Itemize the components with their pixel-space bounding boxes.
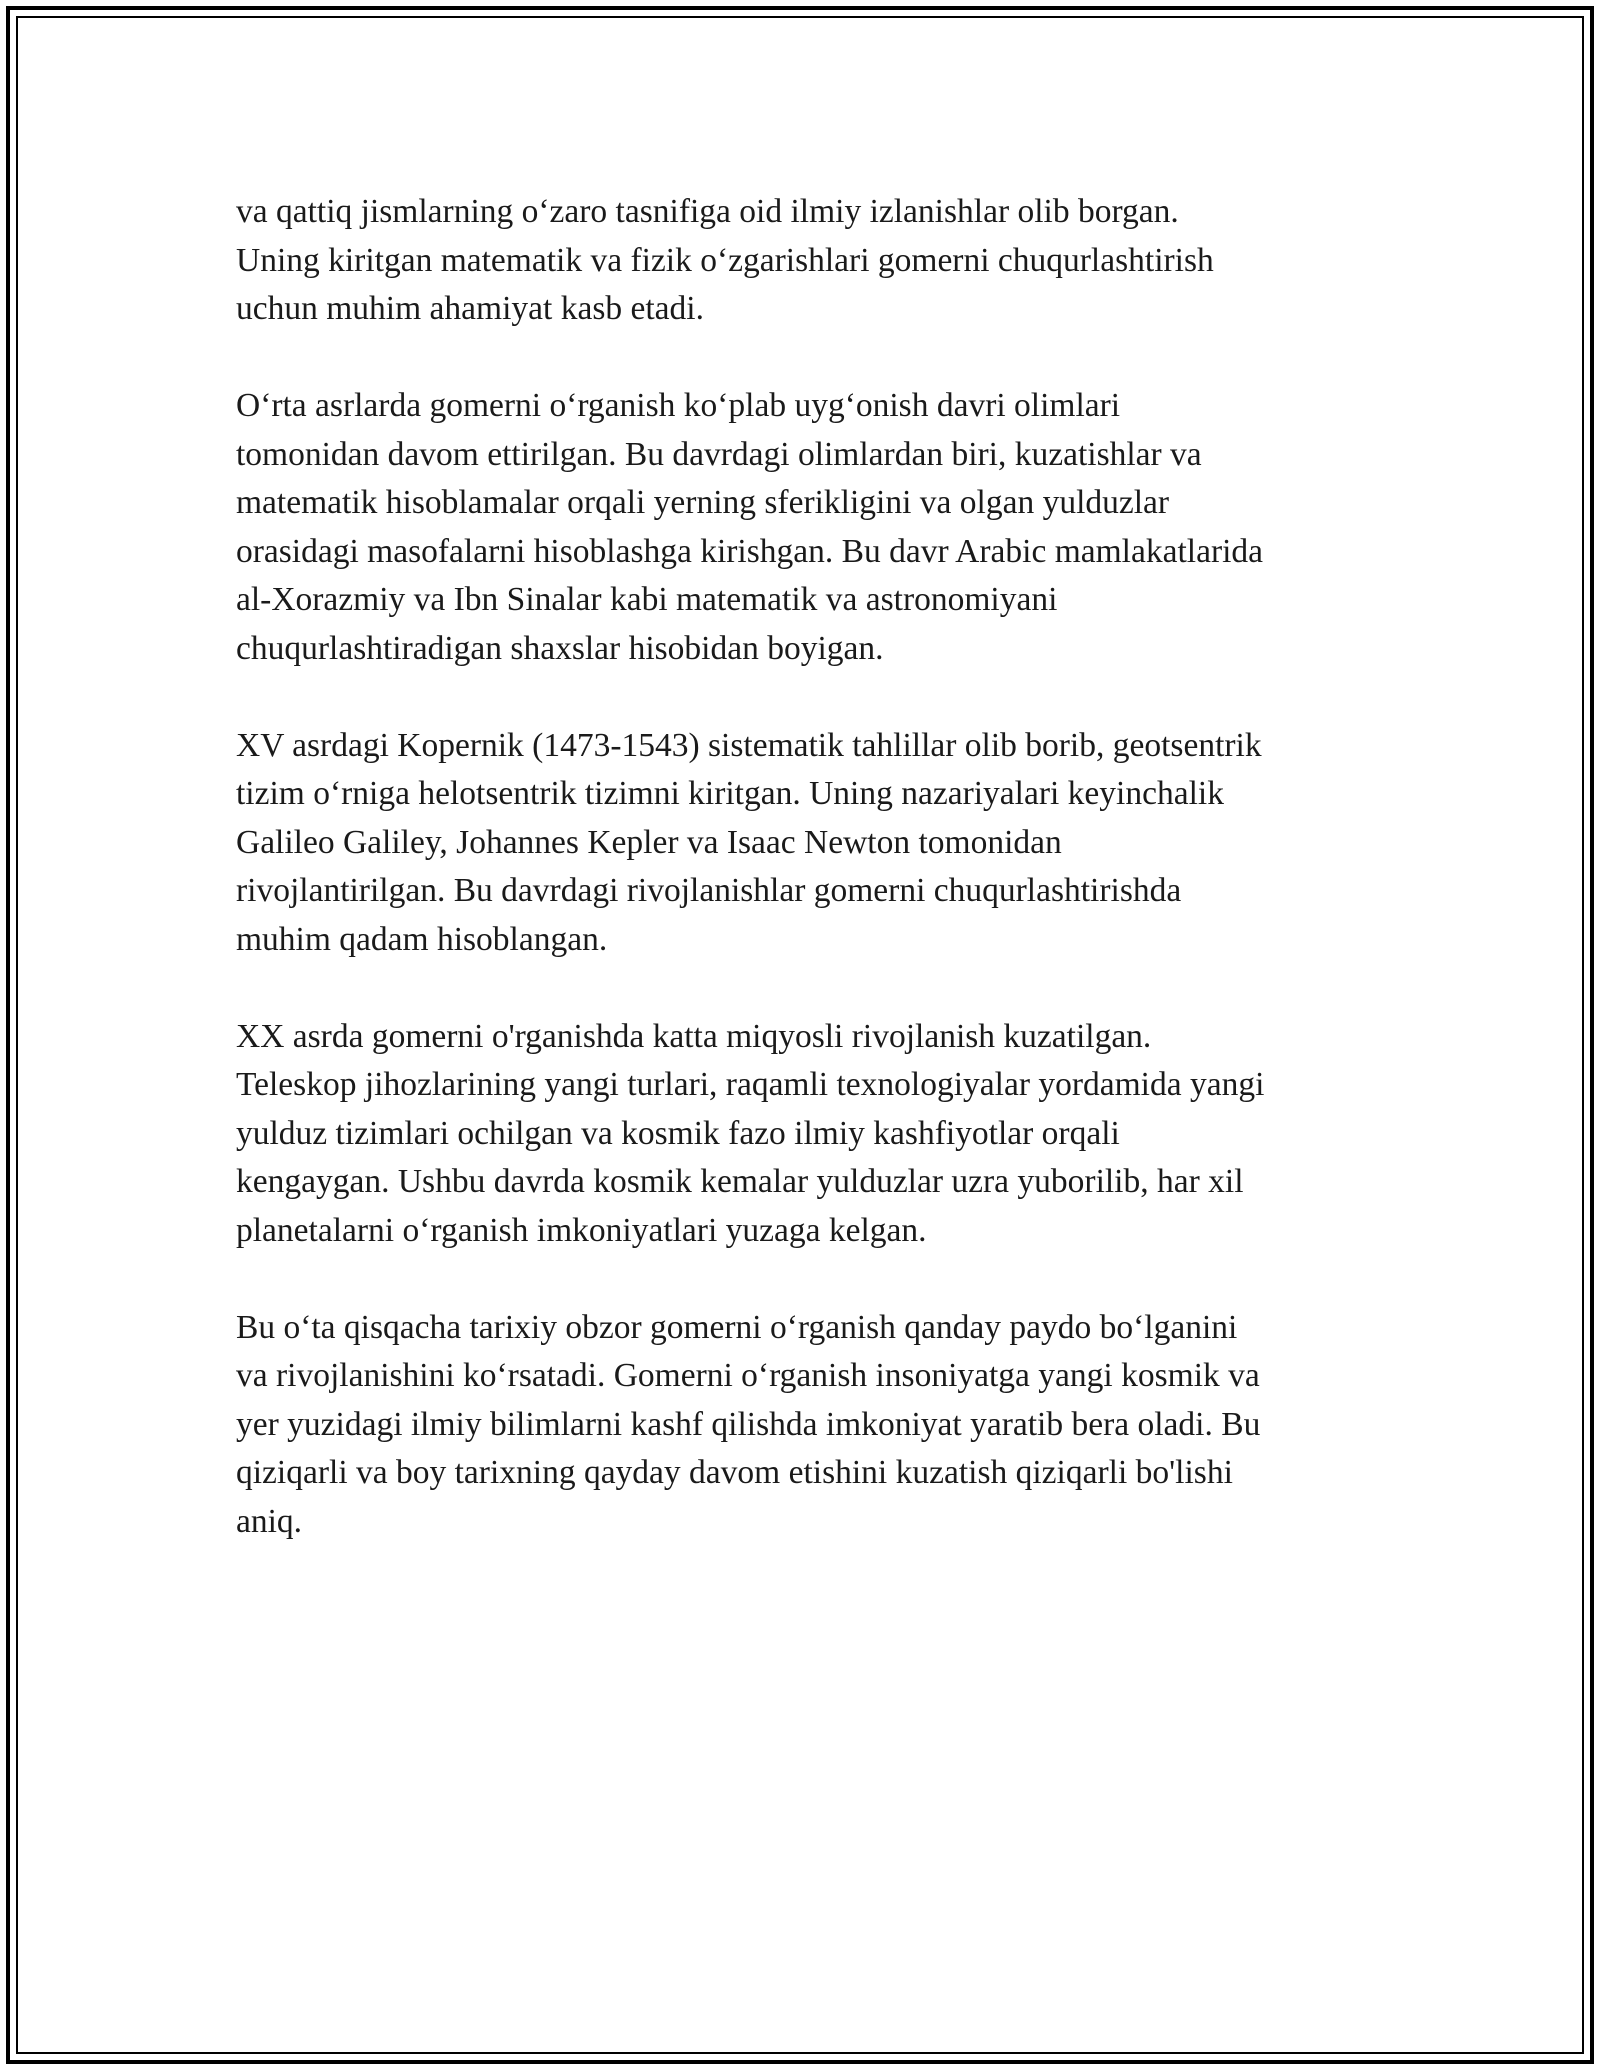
text-line: tomonidan davom ettirilgan. Bu davrdagi olimlardan biri, kuzatishlar va [236, 435, 1202, 473]
text-line: yer yuzidagi ilmiy bilimlarni kashf qilishda imkoniyat yaratib bera oladi. Bu [236, 1405, 1261, 1443]
text-line: XX asrda gomerni o'rganishda katta miqyosli rivojlanish kuzatilgan. [236, 1017, 1152, 1055]
text-line: qiziqarli va boy tarixning qayday davom etishini kuzatish qiziqarli bo'lishi [236, 1454, 1233, 1491]
text-line: aniq. [236, 1502, 303, 1540]
paragraph-5 [236, 1304, 1386, 1547]
text-line: Uning kiritgan matematik va fizik o‘zgarishlari gomerni chuqurlashtirish [236, 241, 1214, 279]
text-line: matematik hisoblamalar orqali yerning sferikligini va olgan yulduzlar [236, 484, 1170, 521]
text-line: va rivojlanishini ko‘rsatadi. Gomerni o‘rganish insoniyatga yangi kosmik va [236, 1357, 1260, 1394]
text-line: va qattiq jismlarning o‘zaro tasnifiga oid ilmiy izlanishlar olib borgan. [236, 193, 1179, 230]
text-line: al-Xorazmiy va Ibn Sinalar kabi matematik va astronomiyani [236, 581, 1058, 618]
text-line: planetalarni o‘rganish imkoniyatlari yuzaga kelgan. [236, 1211, 927, 1249]
text-line: chuqurlashtiradigan shaxslar hisobidan boyigan. [236, 629, 884, 667]
text-line: Bu o‘ta qisqacha tarixiy obzor gomerni o‘rganish qanday paydo bo‘lganini [236, 1308, 1238, 1346]
document-body [236, 188, 1386, 1595]
text-line: uchun muhim ahamiyat kasb etadi. [236, 290, 704, 327]
text-line: XV asrdagi Kopernik (1473-1543) sistematik tahlillar olib borib, geotsentrik [236, 726, 1262, 764]
paragraph-2 [236, 382, 1386, 673]
text-line: Teleskop jihozlarining yangi turlari, raqamli texnologiyalar yordamida yangi [236, 1066, 1265, 1103]
paragraph-1 [236, 188, 1386, 334]
text-line: tizim o‘rniga helotsentrik tizimni kiritgan. Uning nazariyalari keyinchalik [236, 775, 1224, 812]
paragraph-4 [236, 1013, 1386, 1256]
text-line: Galileo Galiley, Johannes Kepler va Isaac Newton tomonidan [236, 823, 1062, 861]
text-line: kengaygan. Ushbu davrda kosmik kemalar yulduzlar uzra yuborilib, har xil [236, 1163, 1244, 1200]
text-line: O‘rta asrlarda gomerni o‘rganish ko‘plab uyg‘onish davri olimlari [236, 387, 1121, 424]
text-line: muhim qadam hisoblangan. [236, 920, 608, 958]
text-line: orasidagi masofalarni hisoblashga kirishgan. Bu davr Arabic mamlakatlarida [236, 532, 1264, 570]
text-line: rivojlantirilgan. Bu davrdagi rivojlanishlar gomerni chuqurlashtirishda [236, 872, 1182, 909]
paragraph-3 [236, 722, 1386, 965]
text-line: yulduz tizimlari ochilgan va kosmik fazo ilmiy kashfiyotlar orqali [236, 1114, 1120, 1152]
